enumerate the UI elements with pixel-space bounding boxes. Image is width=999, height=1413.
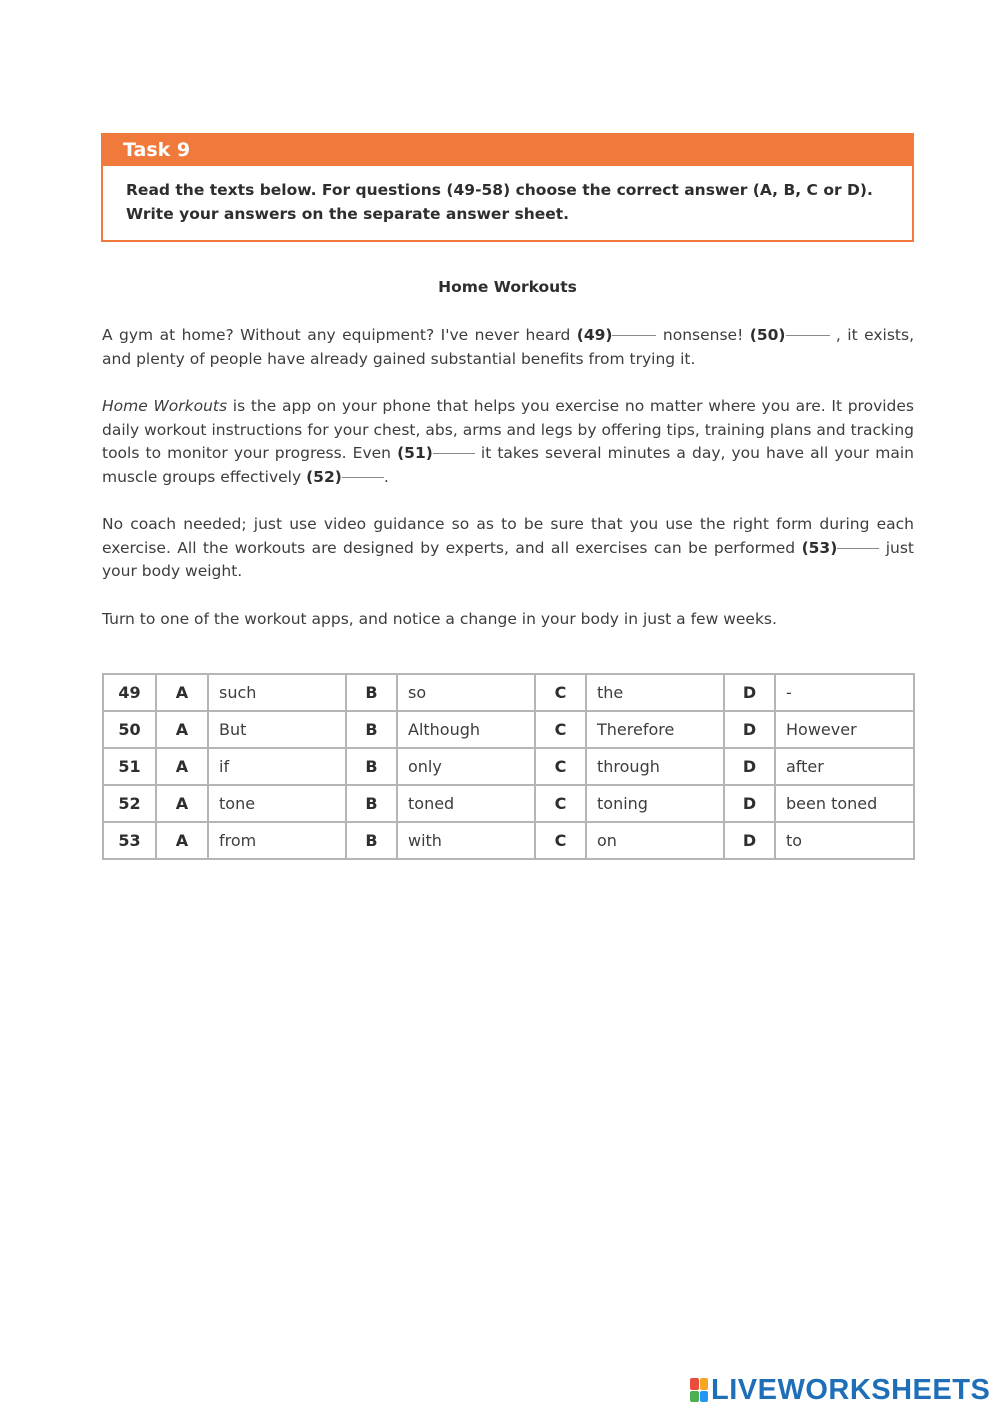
option-letter-d: D: [724, 674, 775, 711]
answer-blank-50[interactable]: [786, 335, 830, 336]
option-c[interactable]: toning: [586, 785, 724, 822]
option-d[interactable]: However: [775, 711, 914, 748]
table-row: [103, 822, 914, 859]
option-a[interactable]: But: [208, 711, 346, 748]
question-number: 50: [103, 711, 156, 748]
option-letter-a: A: [156, 711, 208, 748]
option-c[interactable]: through: [586, 748, 724, 785]
answer-blank-53[interactable]: [837, 548, 879, 549]
option-b[interactable]: toned: [397, 785, 535, 822]
article-title: Home Workouts: [438, 278, 577, 296]
gap-number-52: (52): [306, 467, 342, 486]
table-row: [103, 748, 914, 785]
option-letter-c: C: [535, 674, 586, 711]
paragraph-3: [102, 513, 914, 584]
option-letter-d: D: [724, 748, 775, 785]
question-number: 51: [103, 748, 156, 785]
answer-blank-49[interactable]: [612, 335, 656, 336]
option-letter-d: D: [724, 822, 775, 859]
text-fragment: .: [383, 467, 389, 486]
option-a[interactable]: from: [208, 822, 346, 859]
gap-number-50: (50): [749, 326, 786, 344]
question-number: 53: [103, 822, 156, 859]
logo-square-icon: [690, 1391, 699, 1403]
logo-square-icon: [700, 1391, 709, 1403]
task-instructions: Read the texts below. For questions (49-58) choose the correct answer (A, B, C or D). Write your answers on the separate answer sheet.: [126, 181, 873, 223]
option-letter-b: B: [346, 674, 397, 711]
table-row: [103, 711, 914, 748]
liveworksheets-logo-text: LIVEWORKSHEETS: [711, 1373, 991, 1406]
option-letter-d: D: [724, 711, 775, 748]
option-letter-b: B: [346, 785, 397, 822]
option-letter-b: B: [346, 822, 397, 859]
option-d[interactable]: -: [775, 674, 914, 711]
option-letter-c: C: [535, 785, 586, 822]
option-letter-c: C: [535, 822, 586, 859]
question-number: 49: [103, 674, 156, 711]
answer-options-table: [102, 673, 915, 860]
option-letter-c: C: [535, 748, 586, 785]
option-letter-a: A: [156, 748, 208, 785]
task-box: [101, 133, 914, 242]
paragraph-4: Turn to one of the workout apps, and notice a change in your body in just a few weeks.: [102, 610, 777, 628]
gap-number-51: (51): [397, 444, 433, 462]
text-fragment: , it exists, and plenty of people have already gained substantial benefits from trying it.: [102, 326, 915, 368]
logo-square-icon: [690, 1378, 699, 1390]
task-title: Task 9: [103, 135, 912, 166]
text-fragment: it takes several minutes a day, you have all your main muscle groups effectively: [102, 444, 914, 486]
option-letter-d: D: [724, 785, 775, 822]
paragraph-1: [102, 324, 914, 371]
option-a[interactable]: if: [208, 748, 346, 785]
text-fragment: just your body weight.: [102, 538, 914, 580]
option-b[interactable]: with: [397, 822, 535, 859]
liveworksheets-logo[interactable]: [690, 1373, 990, 1407]
table-row: [103, 785, 914, 822]
paragraph-2: [102, 395, 914, 489]
question-number: 52: [103, 785, 156, 822]
app-name: Home Workouts: [102, 397, 228, 415]
option-b[interactable]: Although: [397, 711, 535, 748]
text-fragment: No coach needed; just use video guidance so as to be sure that you use the right form during each exercise. All the workouts are designed by experts, and all exercises can be performed: [102, 515, 914, 557]
answer-blank-52[interactable]: [342, 477, 384, 478]
option-d[interactable]: been toned: [775, 785, 914, 822]
table-row: [103, 674, 914, 711]
option-letter-b: B: [346, 748, 397, 785]
option-c[interactable]: on: [586, 822, 724, 859]
answer-blank-51[interactable]: [433, 453, 475, 454]
option-letter-b: B: [346, 711, 397, 748]
option-d[interactable]: after: [775, 748, 914, 785]
option-letter-a: A: [156, 674, 208, 711]
option-b[interactable]: only: [397, 748, 535, 785]
liveworksheets-logo-icon: [690, 1378, 708, 1402]
option-b[interactable]: so: [397, 674, 535, 711]
gap-number-49: (49): [576, 326, 613, 344]
gap-number-53: (53): [801, 538, 838, 557]
option-a[interactable]: tone: [208, 785, 346, 822]
option-letter-a: A: [156, 822, 208, 859]
text-fragment: A gym at home? Without any equipment? I've never heard: [102, 326, 577, 344]
option-c[interactable]: the: [586, 674, 724, 711]
option-letter-a: A: [156, 785, 208, 822]
text-fragment: nonsense!: [656, 326, 750, 344]
option-d[interactable]: to: [775, 822, 914, 859]
text-fragment: is the app on your phone that helps you exercise no matter where you are. It provides daily workout instructions for your chest, abs, arms and legs by offering tips, training plans and tracking tools to monitor your progress. Even: [102, 397, 914, 462]
option-a[interactable]: such: [208, 674, 346, 711]
option-c[interactable]: Therefore: [586, 711, 724, 748]
option-letter-c: C: [535, 711, 586, 748]
logo-square-icon: [700, 1378, 709, 1390]
